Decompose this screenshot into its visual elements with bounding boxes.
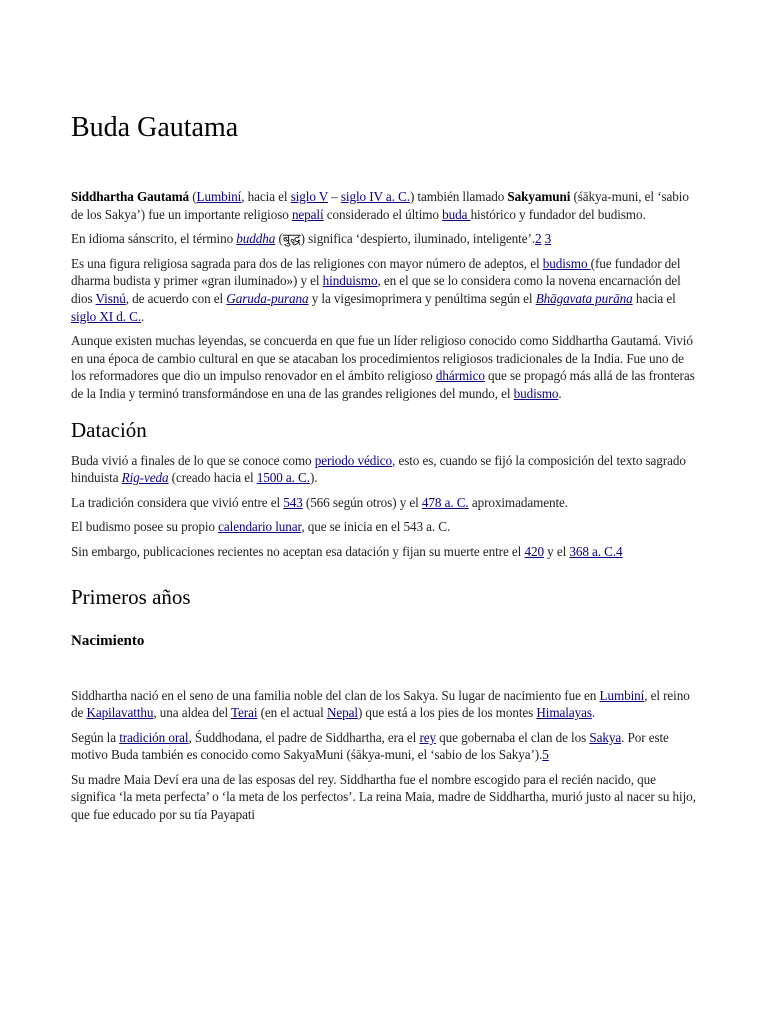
text-span: , hacia el [241,189,291,204]
text-span: Según la [71,729,120,745]
text-span: Su madre Maia Deví era una de las esposas del rey. Siddhartha fue el nombre escogido para el recién nacido, que significa ‘la meta perfecta’ o ‘la meta de los perfectos’. La reina Maia, madre de Siddhartha, murió justo al nacer su hijo, que fue educado por su tía Payapati [71,771,696,823]
text-span: Es una figura religiosa sagrada para dos de las religiones con mayor número de adeptos, el [71,255,543,271]
text-span: , el reino de [71,687,690,721]
intro-paragraph-2 [71,230,701,248]
link-periodo-vedico[interactable]: periodo védico [314,452,393,468]
link-nepal[interactable]: Nepal [326,705,358,721]
link-budismo-2[interactable]: budismo [513,385,559,401]
link-rig-veda[interactable] [122,470,169,485]
link-calendario-lunar[interactable]: calendario lunar [218,519,302,535]
link-buddha-text: buddha [236,231,276,247]
text-span: ) también llamado [409,189,508,204]
page-title: Buda Gautama [71,112,239,143]
nacimiento-paragraph-3 [71,771,701,824]
text-span: y la vigesimoprimera y penúltima según el [308,290,536,306]
link-dharmico[interactable]: dhármico [435,368,485,384]
link-hinduismo[interactable]: hinduismo [322,273,378,289]
text-span: . [558,385,562,401]
text-span: . [141,308,145,324]
text-span: – [327,189,341,204]
reference-2[interactable]: 2 [534,231,542,247]
link-buddha[interactable] [236,231,275,246]
section-heading-datacion: Datación [71,417,147,442]
text-span: , de acuerdo con el [125,290,227,306]
reference-3[interactable]: 3 [544,231,552,247]
text-span: (566 según otros) y el [302,494,422,510]
intro-paragraph-3 [71,255,701,325]
link-garuda-text: Garuda-purana [226,290,309,306]
link-bhagavata-text: Bhāgavata purāna [535,290,633,306]
link-sakya[interactable]: Sakya [589,729,622,745]
link-bhagavata-purana[interactable] [536,291,633,306]
link-siglo-v[interactable]: siglo V [290,189,328,204]
link-garuda-purana[interactable] [226,291,308,306]
link-420[interactable]: 420 [524,543,544,559]
link-543[interactable]: 543 [283,494,303,510]
text-span: La tradición considera que vivió entre el [71,494,284,510]
subject-name: Siddhartha Gautamá [71,189,190,204]
text-span: , que se inicia en el 543 a. C. [301,519,451,535]
text-span: ). [309,470,318,486]
link-visnu[interactable]: Visnú [95,290,126,306]
reference-5[interactable]: 5 [542,747,549,763]
link-tradicion-oral[interactable]: tradición oral [119,729,189,745]
text-span: El budismo posee su propio [71,519,219,535]
text-span: que se propagó más allá de las fronteras de la India y terminó transformándose en una de las grandes religiones del mundo, el [71,368,695,401]
text-span: hacia el [632,290,676,306]
text-span: En idioma sánscrito, el término [71,231,237,247]
text-span: y el [543,543,570,559]
text-span: (बुद्ध) significa ‘despierto, iluminado, inteligente’. [275,231,535,247]
text-span: Siddhartha nació en el seno de una familia noble del clan de los Sakya. Su lugar de nacimiento fue en [71,687,600,703]
link-kapilavatthu[interactable]: Kapilavatthu [86,705,154,721]
text-span: . [591,705,596,721]
link-siglo-iv[interactable]: siglo IV a. C. [340,189,410,204]
link-lumbini[interactable]: Lumbiní [196,189,242,204]
alt-name: Sakyamuni [507,189,571,204]
datacion-paragraph-3 [71,518,701,536]
link-rig-veda-text: Rig-veda [121,470,169,486]
datacion-paragraph-1 [71,452,701,487]
text-span: histórico y fundador del budismo. [470,206,646,222]
text-span: (en el actual [257,705,327,721]
link-buda[interactable]: buda [442,206,471,222]
text-span: . Por este motivo Buda también es conocido como SakyaMuni (śākya-muni, el ‘sabio de los Sakya’). [71,729,669,763]
nacimiento-paragraph-2 [71,729,701,764]
text-span: , esto es, cuando se fijó la composición del texto sagrado hinduista [71,452,686,486]
text-span: (fue fundador del dharma budista y primer «gran iluminado») y el [71,255,681,289]
link-himalayas[interactable]: Himalayas [536,705,592,721]
text-span: que gobernaba el clan de los [435,729,590,745]
article-content [71,108,701,831]
link-368[interactable]: 368 a. C.4 [569,543,623,559]
text-span: Sin embargo, publicaciones recientes no aceptan esa datación y fijan su muerte entre el [71,543,525,559]
link-siglo-xi[interactable]: siglo XI d. C. [71,308,142,324]
link-1500[interactable]: 1500 a. C. [256,470,310,486]
subsection-heading-nacimiento: Nacimiento [71,632,145,649]
link-terai[interactable]: Terai [231,705,258,721]
link-rey[interactable]: rey [419,729,436,745]
text-span: ) que está a los pies de los montes [357,705,537,721]
datacion-paragraph-2 [71,494,701,512]
text-span: , Śuddhodana, el padre de Siddhartha, era el [188,729,420,745]
text-span: aproximadamente. [468,494,568,510]
text-span: Buda vivió a finales de lo que se conoce como [71,452,315,468]
text-span: considerado el último [323,206,443,222]
text-span: ( [189,189,197,204]
link-budismo[interactable]: budismo [542,255,591,271]
link-478[interactable]: 478 a. C. [421,494,469,510]
section-heading-primeros-anos: Primeros años [71,584,191,609]
intro-paragraph-1 [71,188,701,223]
datacion-paragraph-4 [71,543,701,561]
text-span: , en el que se lo considera como la novena encarnación del dios [71,273,681,306]
link-nepali[interactable]: nepalí [291,206,324,222]
text-span: Aunque existen muchas leyendas, se concuerda en que fue un líder religioso conocido como Siddhartha Gautamá. Vivió en una época de cambio cultural en que se atacaban los procedimientos religiosos tradicionales de la India. Fue uno de los reformadores que dio un impulso renovador en el ámbito religioso [71,333,693,384]
text-span: (śākya-muni, el ‘sabio de los Sakya’) fue un importante religioso [71,189,689,222]
link-lumbini-2[interactable]: Lumbiní [599,687,645,703]
text-span: , una aldea del [153,705,231,721]
nacimiento-paragraph-1 [71,687,701,722]
intro-paragraph-4 [71,332,701,402]
text-span: (creado hacia el [168,470,257,486]
